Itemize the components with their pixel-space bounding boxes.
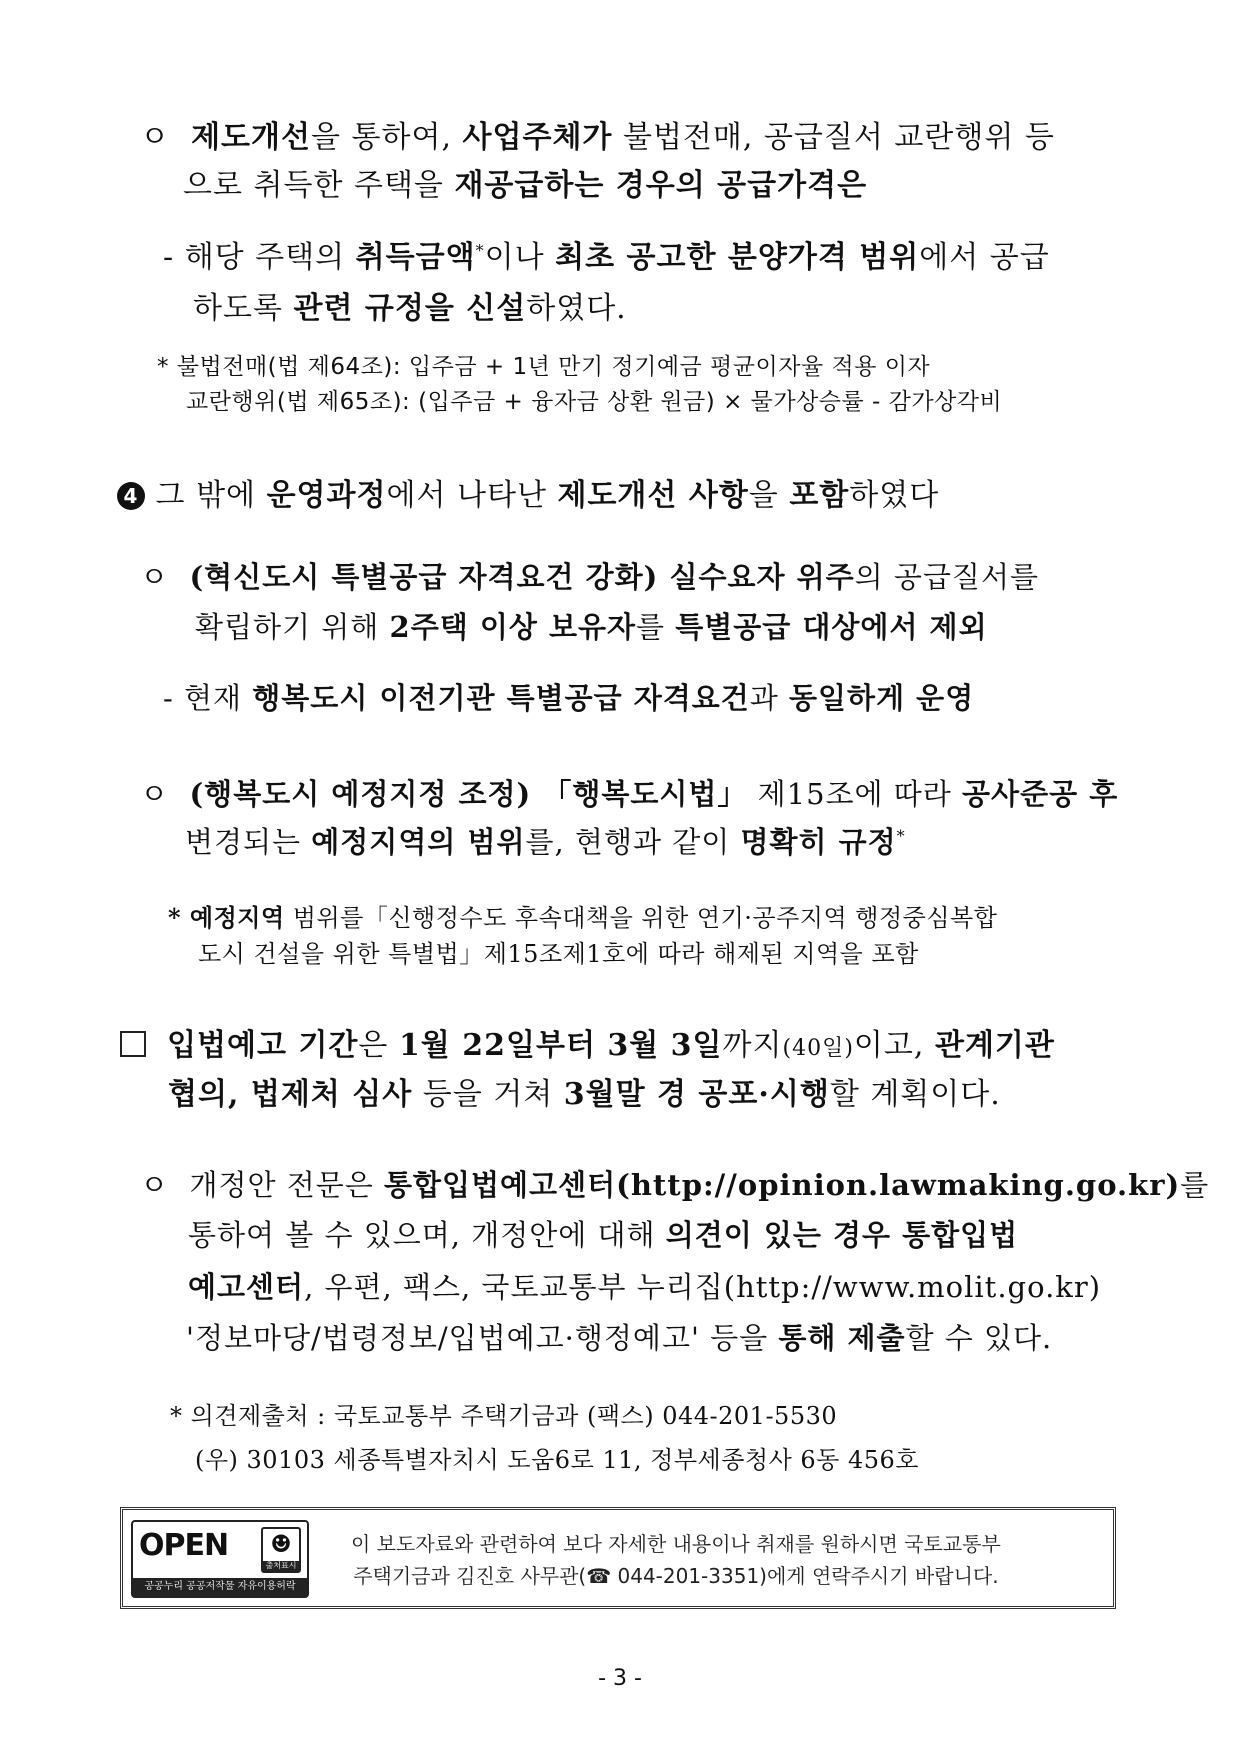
note2-line1	[168, 898, 997, 933]
text: 하도록	[193, 291, 294, 326]
person-icon: ☻ 출처표시	[261, 1527, 301, 1573]
link-lawmaking-url: 통합입법예고센터(http://opinion.lawmaking.go.kr)	[383, 1168, 1181, 1202]
text: 에서 공급	[919, 240, 1050, 275]
contact-info-box	[120, 1507, 1116, 1609]
para2-sub-line1	[163, 676, 974, 717]
text: 의 공급질서를	[854, 560, 1039, 594]
text-bold: 예정지역의 범위	[311, 825, 526, 859]
text: 에서 나타난	[386, 478, 558, 513]
text: 를, 현행과 같이	[525, 825, 741, 859]
logo-caption: 공공누리 공공저작물 자유이용허락	[133, 1578, 307, 1596]
para3-line2	[185, 820, 906, 861]
note2-line2: 도시 건설을 위한 특별법」제15조제1호에 따라 해제된 지역을 포함	[198, 940, 919, 968]
bullet: ㅇ	[140, 777, 170, 811]
text: 까지	[722, 1028, 783, 1063]
text: 으로 취득한 주택을	[183, 168, 455, 203]
bullet: ㅇ	[140, 120, 170, 155]
text: 할 계획이다.	[829, 1077, 1001, 1112]
text-bold: 통해 제출	[778, 1321, 906, 1355]
text: 를	[1180, 1168, 1210, 1202]
text-bold: 재공급하는 경우의 공급가격은	[454, 168, 868, 203]
text: 변경되는	[185, 825, 312, 859]
page-number: - 3 -	[598, 1666, 642, 1691]
note1-line1: * 불법전매(법 제64조): 입주금 + 1년 만기 정기예금 평균이자율 적용 이자	[157, 354, 931, 380]
contact-line1: 이 보도자료와 관련하여 보다 자세한 내용이나 취재를 원하시면 국토교통부	[351, 1532, 1001, 1556]
text-bold: 사업주체가	[462, 120, 613, 155]
text: 제15조에 따라	[747, 777, 963, 811]
text-bold: 공사준공 후	[962, 777, 1119, 811]
para5-line4	[186, 1316, 1052, 1357]
logo-badge: 출처표시	[263, 1561, 299, 1571]
note3-line2: (우) 30103 세종특별자치시 도움6로 11, 정부세종청사 6동 456호	[195, 1446, 919, 1474]
text: , 우편, 팩스, 국토교통부 누리집(http://www.molit.go.kr)	[304, 1270, 1102, 1304]
text: 해당 주택의	[184, 240, 356, 275]
dash: -	[163, 681, 174, 715]
text-bold: (혁신도시 특별공급 자격요건 강화) 실수요자 위주	[189, 560, 855, 594]
text: 등을 거쳐	[412, 1077, 564, 1112]
text: 이나	[484, 240, 556, 275]
footnote-mark: *	[896, 826, 906, 846]
text-bold: 특별공급 대상에서 제외	[675, 610, 988, 644]
text-bold: 포함	[789, 478, 850, 513]
bullet: ㅇ	[140, 1168, 170, 1202]
footnote-mark: *	[475, 241, 485, 260]
text-bold: 3월말 경 공포·시행	[563, 1077, 830, 1112]
text-bold: 명확히 규정	[740, 825, 897, 859]
para5-line3	[188, 1265, 1101, 1306]
para4-line2	[168, 1069, 1001, 1113]
para3-line1	[140, 772, 1118, 813]
text-bold: 동일하게 운영	[789, 681, 975, 715]
text-bold: * 예정지역	[168, 903, 285, 932]
text: 범위를「신행정수도 후속대책을 위한 연기·공주지역 행정중심복합	[284, 904, 998, 932]
text-bold: 입법예고 기간	[167, 1028, 359, 1063]
text-bold: 관련 규정을 신설	[293, 291, 527, 326]
text-bold: 협의, 법제처 심사	[168, 1077, 413, 1112]
text-bold: 행복도시 이전기관 특별공급 자격요건	[252, 681, 750, 715]
text: 통하여 볼 수 있으며, 개정안에 대해	[188, 1218, 666, 1252]
text: (40일)	[782, 1036, 854, 1061]
para2-line1	[140, 555, 1039, 596]
section-number-badge: 4	[117, 482, 145, 510]
text: 불법전매, 공급질서 교란행위 등	[612, 120, 1055, 155]
text: 그 밖에	[155, 478, 267, 513]
checkbox-square-icon	[120, 1031, 146, 1057]
text-bold: 제도개선 사항	[557, 478, 749, 513]
text: 하였다	[849, 478, 940, 513]
text-bold: (행복도시 예정지정 조정) 「행복도시법」	[189, 777, 748, 811]
text-bold: 2주택 이상 보유자	[389, 610, 637, 644]
para5-line2	[188, 1213, 1018, 1254]
text: 확립하기 위해	[195, 610, 390, 644]
text-bold: 의견이 있는 경우 통합입법	[665, 1218, 1019, 1252]
text-bold: 취득금액	[355, 240, 476, 275]
text: 과	[749, 681, 790, 715]
text: 하였다.	[526, 291, 627, 326]
contact-text	[351, 1528, 1001, 1592]
text: 할 수 있다.	[905, 1321, 1053, 1355]
para2-line2	[195, 605, 988, 646]
open-logo-text: OPEN	[139, 1528, 229, 1563]
text-bold: 최초 공고한 분양가격 범위	[555, 240, 920, 275]
para1-line1	[140, 112, 1055, 156]
para1-sub-line2	[193, 283, 627, 327]
text: 를	[636, 610, 676, 644]
text: 을	[748, 478, 790, 513]
text: '정보마당/법령정보/입법예고·행정예고' 등을	[186, 1321, 779, 1355]
bullet: ㅇ	[140, 560, 170, 594]
text-bold: 예고센터	[188, 1270, 305, 1304]
kogl-open-license-logo	[131, 1520, 309, 1598]
contact-line2: 주택기금과 김진호 사무관(☎ 044-201-3351)에게 연락주시기 바랍니다.	[353, 1564, 999, 1588]
text: 은	[358, 1028, 399, 1063]
text-bold: 운영과정	[266, 478, 387, 513]
note1-line2: 교란행위(법 제65조): (입주금 + 융자금 상환 원금) × 물가상승률 - 감가상각비	[186, 389, 1003, 415]
text-bold: 1월 22일부터 3월 3일	[398, 1028, 723, 1063]
text: 개정안 전문은	[189, 1168, 384, 1202]
para1-line2	[183, 160, 867, 204]
text-bold: 제도개선	[191, 120, 311, 155]
text: 현재	[184, 681, 253, 715]
para5-line1	[140, 1163, 1209, 1204]
text: 이고,	[853, 1028, 935, 1063]
dash: -	[163, 240, 175, 275]
para1-sub-line1	[163, 232, 1050, 276]
para4-line1	[120, 1020, 1055, 1064]
note3-line1: * 의견제출처 : 국토교통부 주택기금과 (팩스) 044-201-5530	[170, 1402, 838, 1430]
text: 을 통하여,	[310, 120, 463, 155]
text-bold: 관계기관	[934, 1028, 1055, 1063]
section-4-heading	[117, 470, 939, 514]
